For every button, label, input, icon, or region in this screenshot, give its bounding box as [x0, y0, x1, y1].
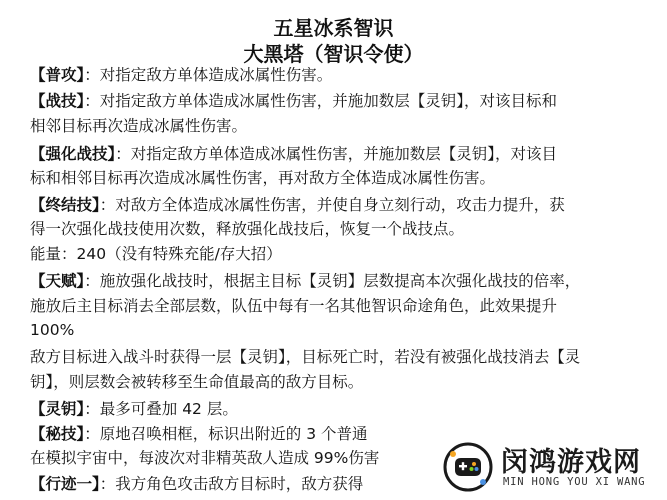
line-tag: 【秘技】: [30, 425, 85, 443]
line-text: 标和相邻目标再次造成冰属性伤害，再对敌方全体造成冰属性伤害。: [30, 169, 496, 187]
line-text: ：施放强化战技时，根据主目标【灵钥】层数提高本次强化战技的倍率，: [84, 272, 581, 290]
watermark: [435, 436, 667, 500]
document-subtitle: 大黑塔（智识令使）: [243, 42, 424, 66]
line-text: 能量：240（没有特殊充能/存大招）: [30, 245, 282, 263]
text-line: [30, 143, 557, 165]
text-line: [30, 218, 464, 240]
line-text: 得一次强化战技使用次数，释放强化战技后，恢复一个战技点。: [30, 220, 465, 238]
line-text: 钥】，则层数会被转移至生命值最高的敌方目标。: [30, 373, 364, 391]
watermark-pinyin: MIN HONG YOU XI WANG: [503, 476, 646, 488]
document-title: 五星冰系智识: [273, 16, 394, 40]
line-text: ：我方角色攻击敌方目标时，敌方获得: [99, 475, 364, 493]
line-tag: 【强化战技】: [30, 145, 116, 163]
line-tag: 【终结技】: [30, 196, 100, 214]
line-text: 施放后主目标消去全部层数，队伍中每有一名其他智识命途角色，此效果提升: [30, 297, 558, 315]
text-line: [30, 270, 580, 292]
text-line: [30, 447, 379, 469]
text-line: [30, 346, 580, 368]
line-text: ：对指定敌方单体造成冰属性伤害，并施加数层【灵钥】，对该目标和: [84, 92, 558, 110]
line-text: 敌方目标进入战斗时获得一层【灵钥】，目标死亡时，若没有被强化战技消去【灵: [30, 348, 581, 366]
text-line: [30, 243, 282, 265]
text-line: [30, 371, 363, 393]
text-line: [30, 90, 557, 112]
line-text: ：对敌方全体造成冰属性伤害，并使自身立刻行动，攻击力提升，获: [99, 196, 565, 214]
text-line: [30, 423, 367, 445]
line-text: ：对指定敌方单体造成冰属性伤害。: [84, 66, 333, 84]
line-tag: 【灵钥】: [30, 400, 85, 418]
text-line: [30, 473, 363, 495]
line-text: 相邻目标再次造成冰属性伤害。: [30, 117, 248, 135]
line-tag: 【行迹一】: [30, 475, 100, 493]
line-tag: 【天赋】: [30, 272, 85, 290]
text-line: [30, 194, 565, 216]
line-text: ：原地召唤相框，标识出附近的 3 个普通: [84, 425, 368, 443]
text-line: [30, 115, 247, 137]
watermark-name: 闵鸿游戏网: [501, 447, 641, 478]
gamepad-logo-icon: [443, 442, 493, 492]
text-line: [30, 398, 238, 420]
line-text: ：最多可叠加 42 层。: [84, 400, 238, 418]
text-line: [30, 295, 557, 317]
text-line: [30, 64, 332, 86]
line-tag: 【战技】: [30, 92, 85, 110]
line-text: ：对指定敌方单体造成冰属性伤害，并施加数层【灵钥】，对该目: [115, 145, 558, 163]
text-line: [30, 319, 74, 341]
line-text: 在模拟宇宙中，每波次对非精英敌人造成 99%伤害: [30, 449, 380, 467]
text-line: [30, 167, 495, 189]
line-tag: 【普攻】: [30, 66, 85, 84]
line-text: 100%: [30, 321, 75, 339]
